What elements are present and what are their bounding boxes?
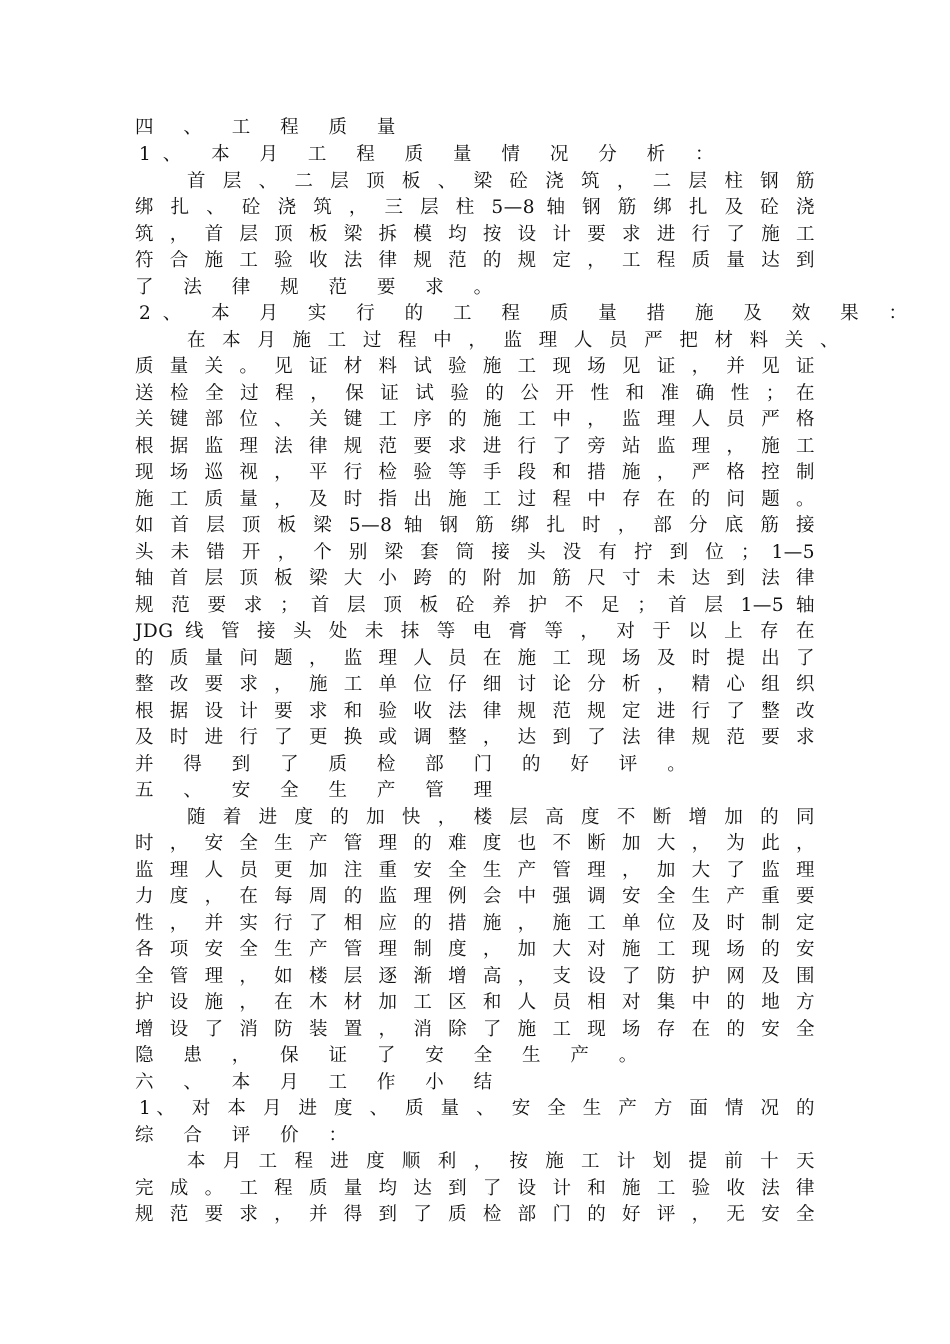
text-line: 隐 患 ， 保 证 了 安 全 生 产 。 — [135, 1045, 650, 1066]
subheading-quality-measures: 2、 本 月 实 行 的 工 程 质 量 措 施 及 效 果 ： — [139, 303, 919, 324]
text-line: 绑 扎 、 砼 浇 筑 ， 三 层 柱 5—8 轴 钢 筋 绑 扎 及 砼 浇 — [135, 197, 815, 218]
text-line: 并 得 到 了 质 检 部 门 的 好 评 。 — [135, 754, 698, 775]
text-line: 本 月 工 程 进 度 顺 利 ， 按 施 工 计 划 提 前 十 天 — [187, 1151, 815, 1172]
text-line: 各 项 安 全 生 产 管 理 制 度 ， 加 大 对 施 工 现 场 的 安 — [135, 939, 815, 960]
text-line: 根 据 监 理 法 律 规 范 要 求 进 行 了 旁 站 监 理 ， 施 工 — [135, 436, 815, 457]
text-line: 规 范 要 求 ， 并 得 到 了 质 检 部 门 的 好 评 ， 无 安 全 — [135, 1204, 815, 1225]
text-line: 增 设 了 消 防 装 置 ， 消 除 了 施 工 现 场 存 在 的 安 全 — [135, 1019, 815, 1040]
text-line: 整 改 要 求 ， 施 工 单 位 仔 细 讨 论 分 析 ， 精 心 组 织 — [135, 674, 815, 695]
text-line: 施 工 质 量 ， 及 时 指 出 施 工 过 程 中 存 在 的 问 题 。 — [135, 489, 815, 510]
section-heading-safety: 五 、 安 全 生 产 管 理 — [135, 780, 505, 801]
text-line: 监 理 人 员 更 加 注 重 安 全 生 产 管 理 ， 加 大 了 监 理 — [135, 860, 815, 881]
text-line: 规 范 要 求 ； 首 层 顶 板 砼 养 护 不 足 ； 首 层 1—5 轴 — [135, 595, 815, 616]
subheading-quality-analysis: 1、 本 月 工 程 质 量 情 况 分 析 ： — [139, 144, 726, 165]
text-line: 首 层 、 二 层 顶 板 、 梁 砼 浇 筑 ， 二 层 柱 钢 筋 — [187, 171, 815, 192]
section-heading-quality: 四 、 工 程 质 量 — [135, 117, 408, 138]
text-line: 符 合 施 工 验 收 法 律 规 范 的 规 定 ， 工 程 质 量 达 到 — [135, 250, 815, 271]
text-line: 的 质 量 问 题 ， 监 理 人 员 在 施 工 现 场 及 时 提 出 了 — [135, 648, 815, 669]
text-line: 护 设 施 ， 在 木 材 加 工 区 和 人 员 相 对 集 中 的 地 方 — [135, 992, 815, 1013]
text-line: 力 度 ， 在 每 周 的 监 理 例 会 中 强 调 安 全 生 产 重 要 — [135, 886, 815, 907]
text-line: 送 检 全 过 程 ， 保 证 试 验 的 公 开 性 和 准 确 性 ； 在 — [135, 383, 815, 404]
text-line: 根 据 设 计 要 求 和 验 收 法 律 规 范 规 定 进 行 了 整 改 — [135, 701, 815, 722]
text-line: 筑 ， 首 层 顶 板 梁 拆 模 均 按 设 计 要 求 进 行 了 施 工 — [135, 224, 815, 245]
subheading-evaluation: 1、 对 本 月 进 度 、 质 量 、 安 全 生 产 方 面 情 况 的 — [139, 1098, 815, 1119]
text-line: 随 着 进 度 的 加 快 ， 楼 层 高 度 不 断 增 加 的 同 — [187, 807, 815, 828]
text-line: 如 首 层 顶 板 梁 5—8 轴 钢 筋 绑 扎 时 ， 部 分 底 筋 接 — [135, 515, 815, 536]
text-line: 轴 首 层 顶 板 梁 大 小 跨 的 附 加 筋 尺 寸 未 达 到 法 律 — [135, 568, 815, 589]
section-heading-summary: 六 、 本 月 工 作 小 结 — [135, 1072, 505, 1093]
text-line: 现 场 巡 视 ， 平 行 检 验 等 手 段 和 措 施 ， 严 格 控 制 — [135, 462, 815, 483]
text-line: 头 未 错 开 ， 个 别 梁 套 筒 接 头 没 有 拧 到 位 ； 1—5 — [135, 542, 815, 563]
text-line: 时 ， 安 全 生 产 管 理 的 难 度 也 不 断 加 大 ， 为 此 ， — [135, 833, 815, 854]
text-line: 综 合 评 价 ： — [135, 1125, 360, 1146]
text-line: 关 键 部 位 、 关 键 工 序 的 施 工 中 ， 监 理 人 员 严 格 — [135, 409, 815, 430]
text-line: 全 管 理 ， 如 楼 层 逐 渐 增 高 ， 支 设 了 防 护 网 及 围 — [135, 966, 815, 987]
text-line: 了 法 律 规 范 要 求 。 — [135, 277, 505, 298]
text-line: 及 时 进 行 了 更 换 或 调 整 ， 达 到 了 法 律 规 范 要 求 — [135, 727, 815, 748]
text-line: 质 量 关 。 见 证 材 料 试 验 施 工 现 场 见 证 ， 并 见 证 — [135, 356, 815, 377]
text-line: 完 成 。 工 程 质 量 均 达 到 了 设 计 和 施 工 验 收 法 律 — [135, 1178, 815, 1199]
text-line: 性 ， 并 实 行 了 相 应 的 措 施 ， 施 工 单 位 及 时 制 定 — [135, 913, 815, 934]
text-line: 在 本 月 施 工 过 程 中 ， 监 理 人 员 严 把 材 料 关 、 — [187, 330, 839, 351]
text-line: JDG 线 管 接 头 处 未 抹 等 电 膏 等 ， 对 于 以 上 存 在 — [135, 621, 815, 642]
